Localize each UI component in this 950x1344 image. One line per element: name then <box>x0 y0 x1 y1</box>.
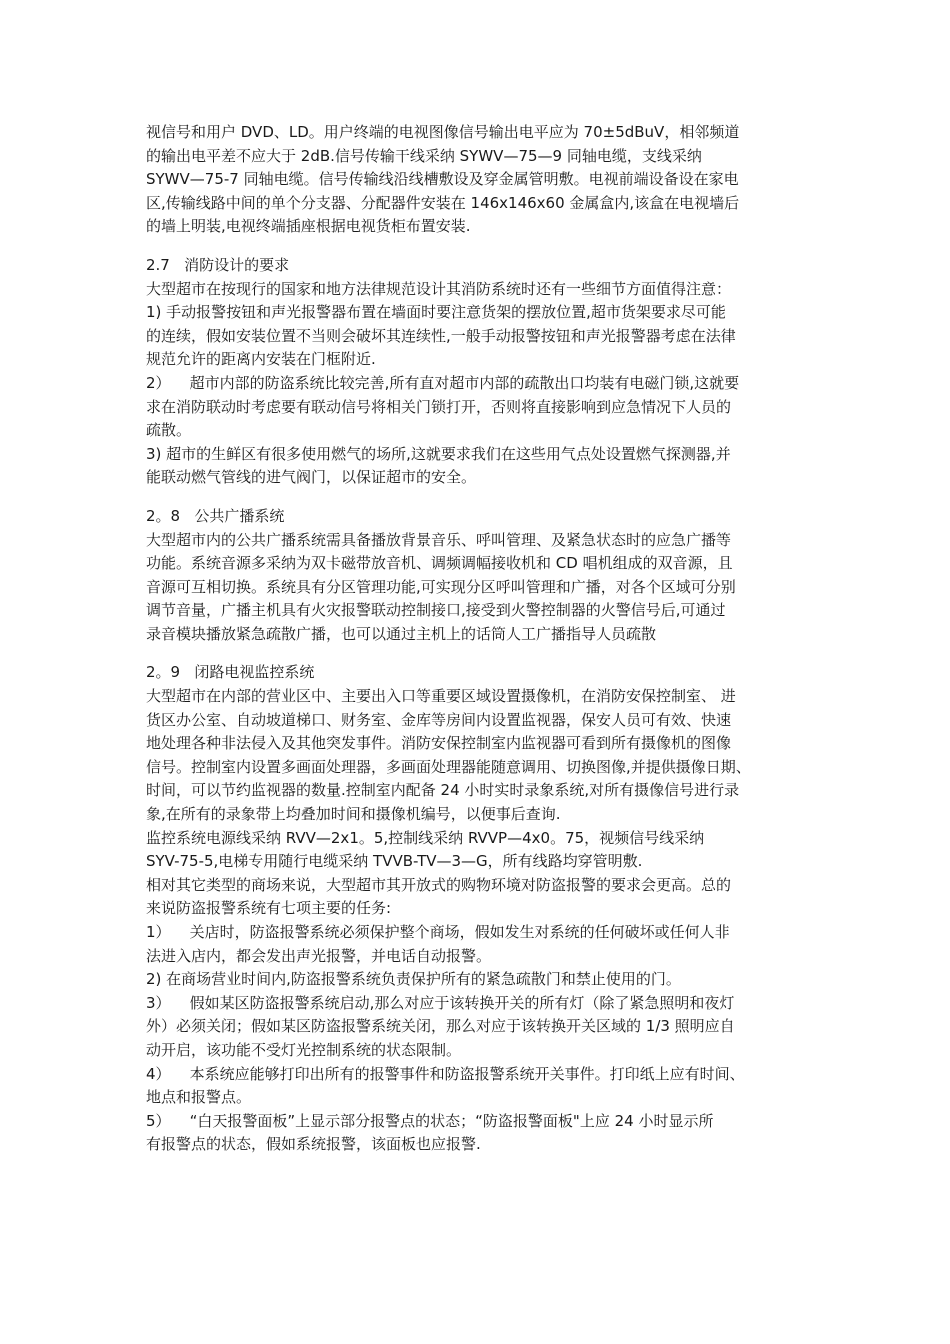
text-line: 法进入店内，都会发出声光报警，并电话自动报警。 <box>146 946 492 965</box>
text-line: 2） 超市内部的防盗系统比较完善,所有直对超市内部的疏散出口均装有电磁门锁,这就要 <box>146 373 740 392</box>
text-line: 求在消防联动时考虑要有联动信号将相关门锁打开，否则将直接影响到应急情况下人员的 <box>146 397 732 416</box>
section-fire <box>146 254 810 490</box>
text-line: 来说防盗报警系统有七项主要的任务: <box>146 899 392 918</box>
text-line: 1) 手动报警按钮和声光报警器布置在墙面时要注意货架的摆放位置,超市货架要求尽可能 <box>146 303 726 322</box>
section-heading-cctv: 2。9 闭路电视监控系统 <box>146 663 315 682</box>
text-line: 4） 本系统应能够打印出所有的报警事件和防盗报警系统开关事件。打印纸上应有时间、 <box>146 1064 745 1083</box>
text-line: 大型超市在内部的营业区中、主要出入口等重要区域设置摄像机，在消防安保控制室、 进 <box>146 687 736 706</box>
text-line: 象,在所有的录象带上均叠加时间和摄像机编号，以便事后查询. <box>146 805 561 824</box>
text-line: 动开启，该功能不受灯光控制系统的状态限制。 <box>146 1040 462 1059</box>
text-line: SYV-75-5,电梯专用随行电缆采纳 TVVB-TV—3—G，所有线路均穿管明敷. <box>146 852 643 871</box>
text-line: 3） 假如某区防盗报警系统启动,那么对应于该转换开关的所有灯（除了紧急照明和夜灯 <box>146 993 735 1012</box>
section-heading-fire: 2.7 消防设计的要求 <box>146 255 290 274</box>
section-heading-broadcast: 2。8 公共广播系统 <box>146 506 285 525</box>
text-line: 大型超市内的公共广播系统需具备播放背景音乐、呼叫管理、及紧急状态时的应急广播等 <box>146 530 732 549</box>
text-line: 区,传输线路中间的单个分支器、分配器件安装在 146x146x60 金属盒内,该盒在电视墙后 <box>146 193 740 212</box>
text-line: 视信号和用户 DVD、LD。用户终端的电视图像信号输出电平应为 70±5dBuV，相邻频道 <box>146 123 740 141</box>
text-line: 调节音量，广播主机具有火灾报警联动控制接口,接受到火警控制器的火警信号后,可通过 <box>146 601 726 620</box>
text-line: 信号。控制室内设置多画面处理器，多画面处理器能随意调用、切换图像,并提供摄像日期、 <box>146 757 751 776</box>
text-line: 地点和报警点。 <box>146 1088 252 1107</box>
text-line: 的墙上明装,电视终端插座根据电视货柜布置安装. <box>146 217 471 236</box>
document-page <box>146 121 810 1157</box>
text-line: 时间，可以节约监视器的数量.控制室内配备 24 小时实时录象系统,对所有摄像信号进行录 <box>146 781 740 800</box>
text-line: 货区办公室、自动坡道梯口、财务室、金库等房间内设置监视器，保安人员可有效、快速 <box>146 710 732 729</box>
text-line: 规范允许的距离内安装在门框附近. <box>146 350 376 369</box>
text-line: 监控系统电源线采纳 RVV—2x1。5,控制线采纳 RVVP—4x0。75，视频信号线采纳 <box>146 828 705 847</box>
text-line: 能联动燃气管线的进气阀门，以保证超市的安全。 <box>146 468 477 487</box>
paragraph-gap <box>146 490 810 505</box>
text-line: 3) 超市的生鲜区有很多使用燃气的场所,这就要求我们在这些用气点处设置燃气探测器,并 <box>146 444 731 463</box>
text-line: 外）必须关闭；假如某区防盗报警系统关闭，那么对应于该转换开关区域的 1/3 照明应自 <box>146 1017 735 1036</box>
paragraph-gap <box>146 646 810 661</box>
text-line: 地处理各种非法侵入及其他突发事件。消防安保控制室内监视器可看到所有摄像机的图像 <box>146 734 732 753</box>
text-line: 相对其它类型的商场来说，大型超市其开放式的购物环境对防盗报警的要求会更高。总的 <box>146 875 732 894</box>
text-line: 有报警点的状态，假如系统报警，该面板也应报警. <box>146 1135 481 1154</box>
text-line: 录音模块播放紧急疏散广播，也可以通过主机上的话筒人工广播指导人员疏散 <box>146 624 657 643</box>
text-line: SYWV—75-7 同轴电缆。信号传输线沿线槽敷设及穿金属管明敷。电视前端设备设在家电 <box>146 170 739 189</box>
text-line: 2) 在商场营业时间内,防盗报警系统负责保护所有的紧急疏散门和禁止使用的门。 <box>146 970 681 989</box>
text-line: 1） 关店时，防盗报警系统必须保护整个商场，假如发生对系统的任何破坏或任何人非 <box>146 923 730 941</box>
section-cctv <box>146 661 810 1156</box>
text-line: 的输出电平差不应大于 2dB.信号传输干线采纳 SYWV—75—9 同轴电缆，支线采纳 <box>146 146 702 165</box>
section-tv-paragraph <box>146 121 810 239</box>
section-broadcast <box>146 505 810 647</box>
text-line: 音源可互相切换。系统具有分区管理功能,可实现分区呼叫管理和广播，对各个区域可分别 <box>146 577 736 596</box>
text-line: 的连续，假如安装位置不当则会破坏其连续性,一般手动报警按钮和声光报警器考虑在法律 <box>146 326 736 345</box>
paragraph-gap <box>146 239 810 254</box>
text-line: 疏散。 <box>146 421 192 440</box>
text-line: 大型超市在按现行的国家和地方法律规范设计其消防系统时还有一些细节方面值得注意： <box>146 279 732 298</box>
text-line: 5） “白天报警面板”上显示部分报警点的状态；“防盗报警面板"上应 24 小时显示所 <box>146 1111 714 1130</box>
text-line: 功能。系统音源多采纳为双卡磁带放音机、调频调幅接收机和 CD 唱机组成的双音源，且 <box>146 554 733 573</box>
